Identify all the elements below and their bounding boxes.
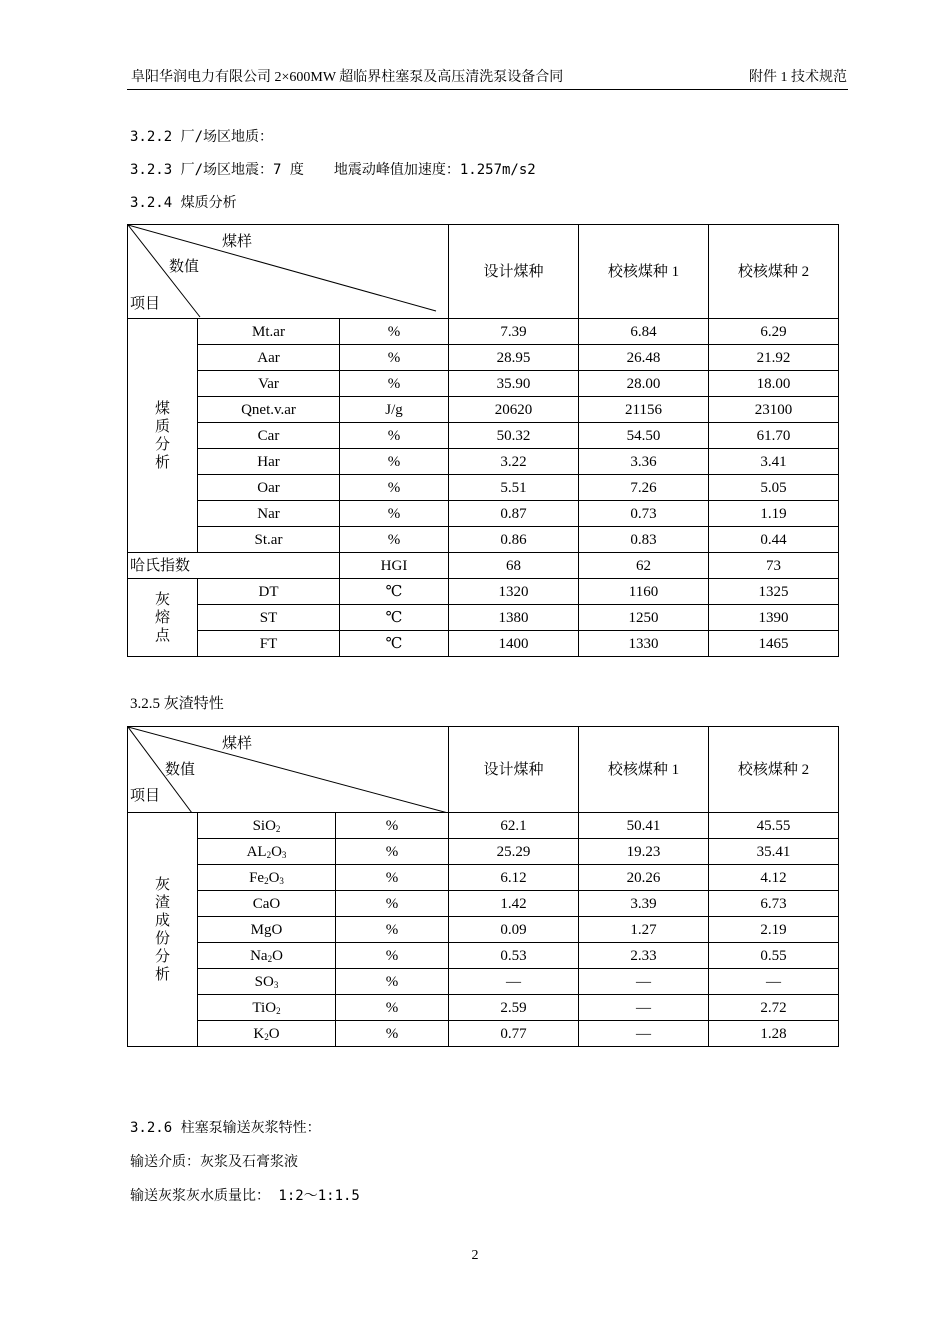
table-row: [128, 527, 839, 553]
design-value-cell: 0.86: [449, 527, 579, 553]
design-value-cell: 0.09: [449, 917, 579, 943]
diag-label-sample: 煤样: [222, 234, 253, 250]
design-value-cell: 35.90: [449, 371, 579, 397]
formula-subscript: 3: [279, 875, 284, 886]
ash-characteristics-table: [127, 726, 839, 1047]
design-value-cell: 1.42: [449, 891, 579, 917]
check1-value-cell: 1330: [579, 631, 709, 657]
check1-value-cell: 3.39: [579, 891, 709, 917]
item-cell: Var: [198, 371, 340, 397]
item-cell: Oar: [198, 475, 340, 501]
design-value-cell: 25.29: [449, 839, 579, 865]
unit-cell: J/g: [340, 397, 449, 423]
conveying-medium: 输送介质：灰浆及石膏浆液: [130, 1154, 298, 1170]
design-value-cell: 0.53: [449, 943, 579, 969]
item-cell: [198, 943, 336, 969]
col-header-check2: 校核煤种 2: [709, 225, 839, 319]
check1-value-cell: 21156: [579, 397, 709, 423]
formula-text: Fe: [249, 869, 265, 886]
table-row: [128, 995, 839, 1021]
formula-text: O: [272, 947, 283, 964]
hgi-check1: 62: [579, 553, 709, 579]
group-label-char: 份: [154, 930, 170, 947]
table-row: [128, 891, 839, 917]
check1-value-cell: —: [579, 1021, 709, 1047]
check1-value-cell: 54.50: [579, 423, 709, 449]
section-3-2-4: 3.2.4 煤质分析: [130, 195, 237, 211]
check1-value-cell: —: [579, 995, 709, 1021]
unit-cell: %: [340, 371, 449, 397]
design-value-cell: 20620: [449, 397, 579, 423]
unit-cell: %: [340, 423, 449, 449]
item-cell: Har: [198, 449, 340, 475]
group-label-char: 煤: [154, 400, 170, 417]
table-row: [128, 943, 839, 969]
unit-cell: ℃: [340, 605, 449, 631]
check2-value-cell: 1465: [709, 631, 839, 657]
check1-value-cell: —: [579, 969, 709, 995]
group-label: [128, 319, 198, 553]
table-row: [128, 423, 839, 449]
check2-value-cell: 1.19: [709, 501, 839, 527]
unit-cell: ℃: [340, 631, 449, 657]
item-cell: [198, 865, 336, 891]
formula-text: O: [268, 869, 280, 886]
table-row: [128, 475, 839, 501]
seismic-intensity: 3.2.3 厂/场区地震：7 度: [130, 162, 304, 178]
table-row: [128, 501, 839, 527]
item-cell: [198, 917, 336, 943]
table-row-hgi: [128, 553, 839, 579]
formula-subscript: 2: [267, 953, 273, 964]
item-cell: Aar: [198, 345, 340, 371]
section-3-2-6: 3.2.6 柱塞泵输送灰浆特性：: [130, 1120, 321, 1136]
table-row: [128, 319, 839, 345]
item-cell: St.ar: [198, 527, 340, 553]
group-label-char: 熔: [154, 609, 170, 626]
check2-value-cell: 4.12: [709, 865, 839, 891]
check2-value-cell: 2.72: [709, 995, 839, 1021]
section-3-2-2: 3.2.2 厂/场区地质：: [130, 129, 274, 145]
item-cell: Mt.ar: [198, 319, 340, 345]
check2-value-cell: 45.55: [709, 813, 839, 839]
table-row: [128, 839, 839, 865]
check1-value-cell: 20.26: [579, 865, 709, 891]
check1-value-cell: 0.73: [579, 501, 709, 527]
design-value-cell: 1380: [449, 605, 579, 631]
formula-text: SO: [254, 973, 274, 990]
item-cell: [198, 1021, 336, 1047]
group-label-char: 点: [154, 627, 170, 644]
check1-value-cell: 1.27: [579, 917, 709, 943]
section-3-2-3: [130, 160, 536, 180]
check1-value-cell: 26.48: [579, 345, 709, 371]
group-label-char: 析: [154, 966, 170, 983]
table-row: [128, 397, 839, 423]
check2-value-cell: 23100: [709, 397, 839, 423]
formula-subscript: 3: [273, 979, 279, 990]
check2-value-cell: 21.92: [709, 345, 839, 371]
diagonal-header-cell: [128, 225, 449, 319]
group-label-char: 渣: [154, 894, 170, 911]
formula-subscript: 2: [266, 849, 272, 860]
group-label-char: 灰: [154, 591, 170, 608]
item-cell: Qnet.v.ar: [198, 397, 340, 423]
item-cell: [198, 891, 336, 917]
unit-cell: %: [336, 865, 449, 891]
group-label-char: 质: [154, 418, 170, 435]
table-row: [128, 813, 839, 839]
page-number: 2: [471, 1248, 479, 1263]
design-value-cell: —: [449, 969, 579, 995]
check2-value-cell: 35.41: [709, 839, 839, 865]
formula-text: MgO: [250, 921, 283, 938]
design-value-cell: 6.12: [449, 865, 579, 891]
header-attachment: 附件 1 技术规范: [749, 70, 847, 85]
hgi-label: 哈氏指数: [128, 553, 340, 579]
table-row: [128, 631, 839, 657]
formula-text: SiO: [252, 817, 276, 834]
design-value-cell: 3.22: [449, 449, 579, 475]
check2-value-cell: 5.05: [709, 475, 839, 501]
unit-cell: %: [336, 891, 449, 917]
item-cell: ST: [198, 605, 340, 631]
check2-value-cell: 1390: [709, 605, 839, 631]
check2-value-cell: 1.28: [709, 1021, 839, 1047]
check2-value-cell: 0.55: [709, 943, 839, 969]
check1-value-cell: 7.26: [579, 475, 709, 501]
formula-subscript: 2: [264, 1031, 269, 1042]
formula-subscript: 2: [275, 823, 281, 834]
table-row: [128, 449, 839, 475]
formula-subscript: 2: [264, 875, 269, 886]
hgi-check2: 73: [709, 553, 839, 579]
item-cell: FT: [198, 631, 340, 657]
design-value-cell: 50.32: [449, 423, 579, 449]
group-label-char: 成: [154, 912, 170, 929]
table-row: [128, 1021, 839, 1047]
design-value-cell: 0.77: [449, 1021, 579, 1047]
table-row: [128, 371, 839, 397]
col-header-check2: 校核煤种 2: [709, 727, 839, 813]
formula-text: CaO: [252, 895, 281, 912]
group-label-char: 析: [154, 454, 170, 471]
unit-cell: %: [340, 527, 449, 553]
formula-text: O: [271, 843, 282, 860]
check1-value-cell: 6.84: [579, 319, 709, 345]
table-row: [128, 579, 839, 605]
hgi-unit: HGI: [340, 553, 449, 579]
table-header-row: [128, 727, 839, 813]
item-cell: [198, 995, 336, 1021]
diag-label-item: 项目: [130, 788, 161, 804]
unit-cell: ℃: [340, 579, 449, 605]
table-row: [128, 865, 839, 891]
table-row: [128, 345, 839, 371]
check2-value-cell: —: [709, 969, 839, 995]
col-header-design: 设计煤种: [449, 727, 579, 813]
check1-value-cell: 2.33: [579, 943, 709, 969]
design-value-cell: 62.1: [449, 813, 579, 839]
check1-value-cell: 19.23: [579, 839, 709, 865]
unit-cell: %: [340, 475, 449, 501]
check2-value-cell: 3.41: [709, 449, 839, 475]
header-rule: [127, 89, 848, 90]
item-cell: DT: [198, 579, 340, 605]
design-value-cell: 7.39: [449, 319, 579, 345]
unit-cell: %: [336, 995, 449, 1021]
check2-value-cell: 2.19: [709, 917, 839, 943]
item-cell: Nar: [198, 501, 340, 527]
table-header-row: [128, 225, 839, 319]
check2-value-cell: 6.73: [709, 891, 839, 917]
check1-value-cell: 1160: [579, 579, 709, 605]
check1-value-cell: 3.36: [579, 449, 709, 475]
seismic-acceleration: 地震动峰值加速度：1.257m/s2: [333, 162, 536, 178]
check2-value-cell: 18.00: [709, 371, 839, 397]
item-cell: [198, 969, 336, 995]
table-row: [128, 605, 839, 631]
check1-value-cell: 1250: [579, 605, 709, 631]
col-header-check1: 校核煤种 1: [579, 727, 709, 813]
design-value-cell: 2.59: [449, 995, 579, 1021]
formula-subscript: 3: [281, 849, 287, 860]
design-value-cell: 1320: [449, 579, 579, 605]
formula-text: K: [253, 1025, 265, 1042]
check2-value-cell: 1325: [709, 579, 839, 605]
check1-value-cell: 28.00: [579, 371, 709, 397]
unit-cell: %: [340, 345, 449, 371]
item-cell: [198, 813, 336, 839]
diag-label-item: 项目: [130, 296, 161, 312]
group-label: [128, 813, 198, 1047]
design-value-cell: 0.87: [449, 501, 579, 527]
ash-water-ratio: 输送灰浆灰水质量比： 1:2～1:1.5: [130, 1188, 360, 1204]
coal-analysis-table: [127, 224, 839, 657]
formula-text: AL: [246, 843, 267, 860]
formula-text: O: [268, 1025, 280, 1042]
diagonal-header-cell: [128, 727, 449, 813]
unit-cell: %: [336, 943, 449, 969]
unit-cell: %: [336, 969, 449, 995]
hgi-design: 68: [449, 553, 579, 579]
check2-value-cell: 6.29: [709, 319, 839, 345]
check2-value-cell: 0.44: [709, 527, 839, 553]
unit-cell: %: [340, 449, 449, 475]
group-label-char: 分: [154, 436, 170, 453]
unit-cell: %: [340, 319, 449, 345]
diag-label-value: 数值: [165, 762, 196, 778]
unit-cell: %: [336, 917, 449, 943]
formula-text: Na: [250, 947, 268, 964]
col-header-check1: 校核煤种 1: [579, 225, 709, 319]
formula-text: TiO: [252, 999, 277, 1016]
section-3-2-5: 3.2.5 灰渣特性: [130, 696, 224, 712]
table-row: [128, 917, 839, 943]
group-label-char: 灰: [154, 876, 170, 893]
item-cell: Car: [198, 423, 340, 449]
check1-value-cell: 0.83: [579, 527, 709, 553]
diag-label-sample: 煤样: [222, 736, 253, 752]
formula-subscript: 2: [276, 1005, 281, 1016]
unit-cell: %: [336, 813, 449, 839]
design-value-cell: 1400: [449, 631, 579, 657]
unit-cell: %: [336, 1021, 449, 1047]
diag-label-value: 数值: [169, 259, 200, 275]
design-value-cell: 5.51: [449, 475, 579, 501]
col-header-design: 设计煤种: [449, 225, 579, 319]
check2-value-cell: 61.70: [709, 423, 839, 449]
design-value-cell: 28.95: [449, 345, 579, 371]
header-title: 阜阳华润电力有限公司 2×600MW 超临界柱塞泵及高压清洗泵设备合同: [131, 70, 564, 85]
unit-cell: %: [340, 501, 449, 527]
check1-value-cell: 50.41: [579, 813, 709, 839]
group-label: [128, 579, 198, 657]
table-row: [128, 969, 839, 995]
item-cell: [198, 839, 336, 865]
group-label-char: 分: [154, 948, 170, 965]
unit-cell: %: [336, 839, 449, 865]
